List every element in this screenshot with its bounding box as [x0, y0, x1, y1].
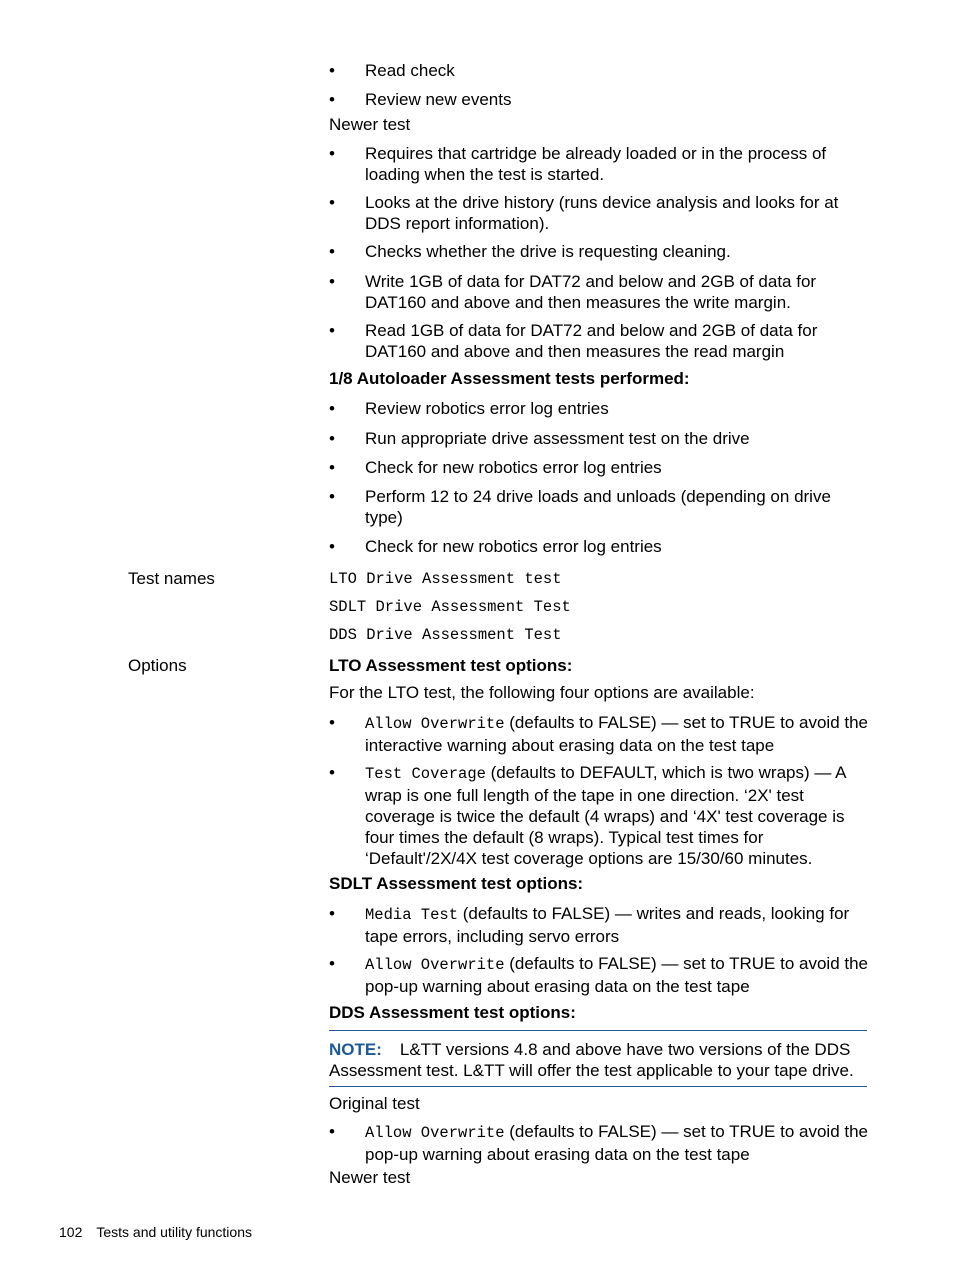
lto-heading: LTO Assessment test options:: [329, 656, 573, 675]
list-item: • Check for new robotics error log entries: [329, 536, 869, 557]
option-code: Media Test: [365, 906, 459, 924]
bullet-text: Review new events: [365, 90, 512, 109]
original-test-label: Original test: [329, 1094, 420, 1113]
bullet-text: Read 1GB of data for DAT72 and below and 2GB of data for DAT160 and above and then measures the read margin: [365, 321, 818, 361]
option-description: (defaults to FALSE) — writes and reads, looking for tape errors, including servo errors: [365, 904, 850, 946]
dds-heading: DDS Assessment test options:: [329, 1003, 576, 1022]
list-item: • Perform 12 to 24 drive loads and unloads (depending on drive type): [329, 486, 869, 528]
bullet-text: Write 1GB of data for DAT72 and below and 2GB of data for DAT160 and above and then measures the write margin.: [365, 272, 817, 312]
bullet-text: Checks whether the drive is requesting cleaning.: [365, 242, 731, 261]
test-name: DDS Drive Assessment Test: [329, 626, 562, 644]
list-item: • Allow Overwrite (defaults to FALSE) — set to TRUE to avoid the pop-up warning about erasing data on the test tape: [329, 1122, 868, 1164]
option-description: (defaults to FALSE) — set to TRUE to avoid the pop-up warning about erasing data on the test tape: [365, 954, 868, 996]
list-item: • Media Test (defaults to FALSE) — writes and reads, looking for tape errors, including servo errors: [329, 904, 850, 946]
test-names-label: Test names: [128, 569, 215, 588]
bullet-text: Check for new robotics error log entries: [365, 458, 662, 477]
test-name: SDLT Drive Assessment Test: [329, 598, 571, 616]
list-item: • Allow Overwrite (defaults to FALSE) — set to TRUE to avoid the pop-up warning about erasing data on the test tape: [329, 954, 868, 996]
list-item: • Test Coverage (defaults to DEFAULT, which is two wraps) — A wrap is one full length of the tape in one direction. ‘2X' test coverage is twice the default (4 wraps) and ‘4X' test coverage is four times the default (8 wraps). Typical test times for ‘Default'/2X/4X test coverage options are 15/30/60 minutes.: [329, 763, 846, 868]
list-item: • Review robotics error log entries: [329, 398, 869, 419]
bullet-text: Requires that cartridge be already loaded or in the process of loading when the test is started.: [365, 144, 827, 184]
list-item: • Allow Overwrite (defaults to FALSE) — set to TRUE to avoid the interactive warning about erasing data on the test tape: [329, 713, 868, 755]
lto-intro: For the LTO test, the following four options are available:: [329, 683, 755, 702]
option-code: Allow Overwrite: [365, 956, 505, 974]
list-item: • Run appropriate drive assessment test on the drive: [329, 428, 869, 449]
autoloader-heading: 1/8 Autoloader Assessment tests performed:: [329, 369, 690, 388]
bullet-text: Check for new robotics error log entries: [365, 537, 662, 556]
test-name: LTO Drive Assessment test: [329, 570, 562, 588]
list-item: • Review new events: [329, 89, 869, 110]
bullet-text: Read check: [365, 61, 455, 80]
note-text: L&TT versions 4.8 and above have two versions of the DDS Assessment test. L&TT will offer the test applicable to your tape drive.: [329, 1040, 854, 1080]
list-item: • Checks whether the drive is requesting cleaning.: [329, 241, 869, 262]
note-label: NOTE:: [329, 1040, 382, 1059]
list-item: • Write 1GB of data for DAT72 and below and 2GB of data for DAT160 and above and then measures the write margin.: [329, 271, 869, 313]
newer-test-label: Newer test: [329, 115, 411, 134]
list-item: • Check for new robotics error log entries: [329, 457, 869, 478]
bullet-text: Review robotics error log entries: [365, 399, 609, 418]
sdlt-heading: SDLT Assessment test options:: [329, 874, 584, 893]
bullet-text: Run appropriate drive assessment test on the drive: [365, 429, 750, 448]
option-description: (defaults to DEFAULT, which is two wraps) — A wrap is one full length of the tape in one direction. ‘2X' test coverage is twice the default (4 wraps) and ‘4X' test coverage is four times the default (8 wraps). Typical test times for ‘Default'/2X/4X test coverage options are 15/30/60 minutes.: [365, 763, 846, 868]
note-box: [329, 1030, 867, 1087]
option-code: Test Coverage: [365, 765, 486, 783]
bullet-text: Perform 12 to 24 drive loads and unloads (depending on drive type): [365, 487, 831, 527]
list-item: • Looks at the drive history (runs device analysis and looks for at DDS report information).: [329, 192, 869, 234]
page-footer: [59, 1222, 252, 1243]
bullet-text: Looks at the drive history (runs device analysis and looks for at DDS report information).: [365, 193, 839, 233]
option-description: (defaults to FALSE) — set to TRUE to avoid the pop-up warning about erasing data on the test tape: [365, 1122, 868, 1164]
list-item: • Read 1GB of data for DAT72 and below and 2GB of data for DAT160 and above and then measures the read margin: [329, 320, 869, 362]
list-item: • Requires that cartridge be already loaded or in the process of loading when the test is started.: [329, 143, 869, 185]
footer-section-title: Tests and utility functions: [96, 1224, 252, 1240]
options-label: Options: [128, 656, 187, 675]
option-code: Allow Overwrite: [365, 1124, 505, 1142]
option-code: Allow Overwrite: [365, 715, 505, 733]
newer-test-label: Newer test: [329, 1168, 411, 1187]
option-description: (defaults to FALSE) — set to TRUE to avoid the interactive warning about erasing data on the test tape: [365, 713, 868, 755]
page-number: 102: [59, 1224, 83, 1240]
list-item: • Read check: [329, 60, 869, 81]
